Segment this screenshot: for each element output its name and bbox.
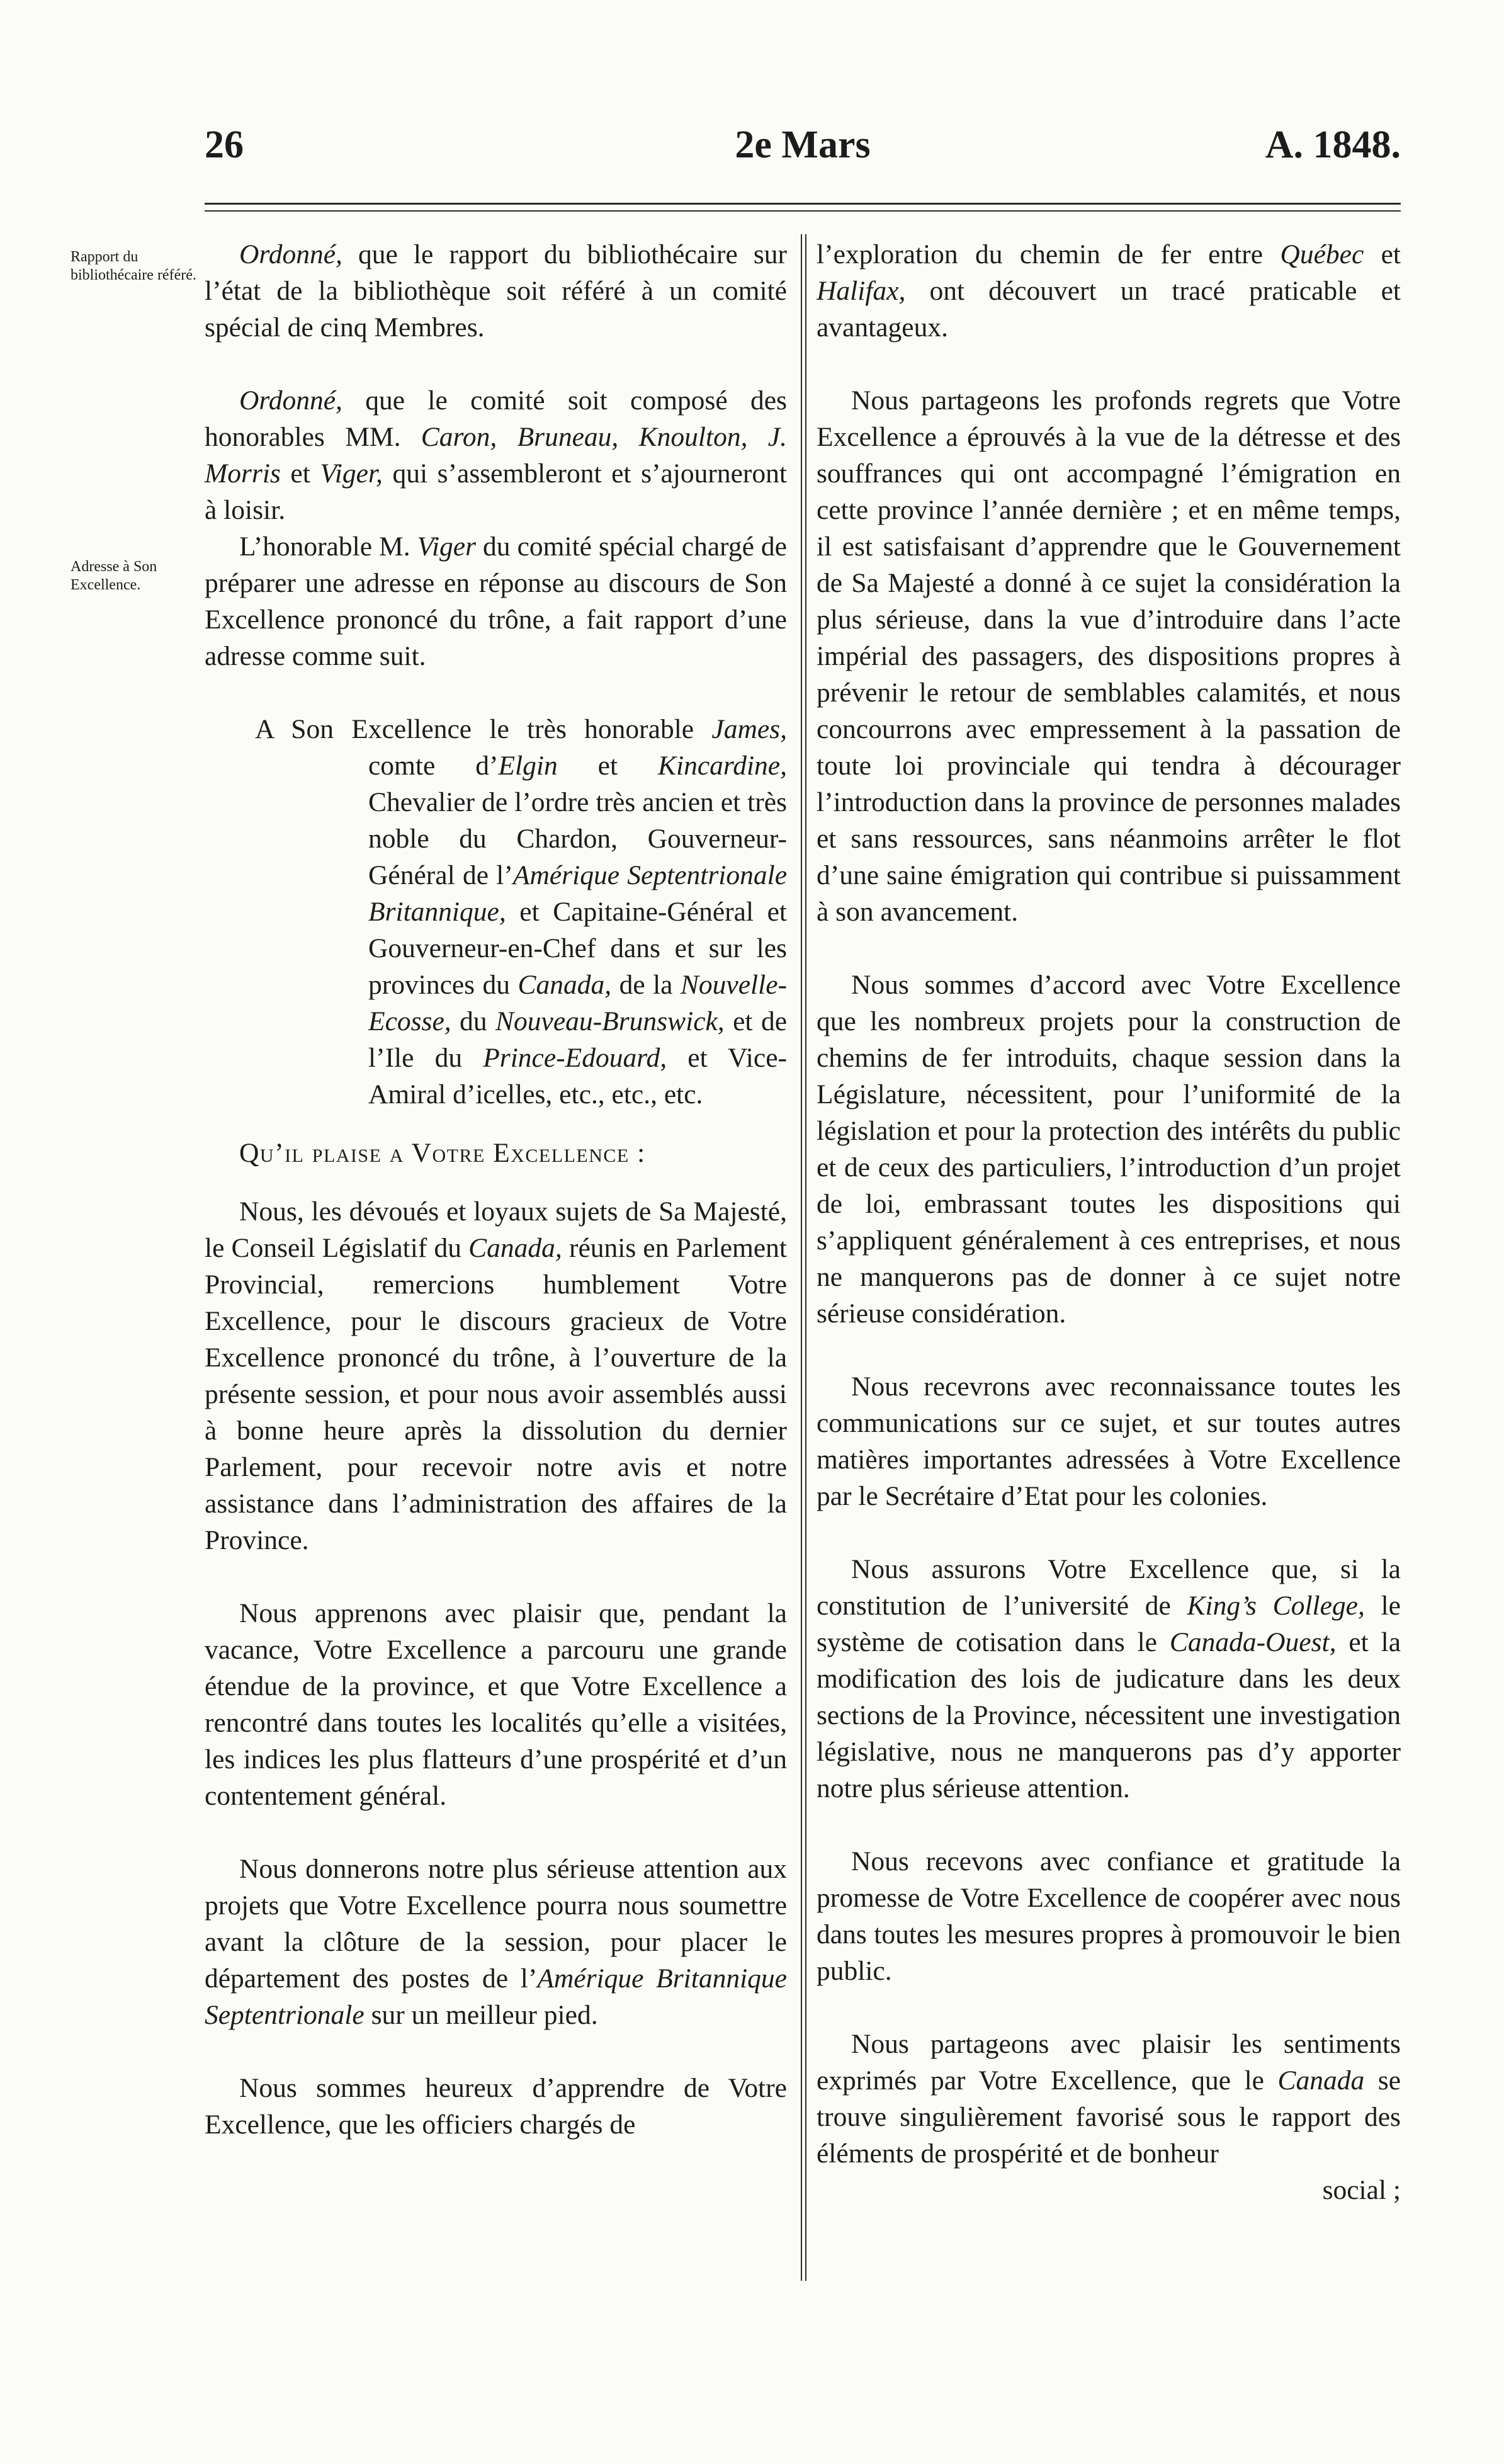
paragraph-chemins-projets: Nous sommes d’accord avec Votre Excellence que les nombreux projets pour la construction de chemins de fer introduits, chaque session dans la Législature, nécessitent, pour l’uniformité de la législation et pour la protection des intérêts du public et de ceux des particuliers, l’introduction d’un projet de loi, embrassant toutes les dispositions qui s’appliquent généralement à ces entreprises, et nous ne manquerons pas de donner à ce sujet notre sérieuse considération. [817, 970, 1401, 1329]
header-rule [205, 203, 1401, 205]
address-heading: Qu’il plaise a Votre Excellence : [239, 1138, 646, 1168]
paragraph-postes: Nous donnerons notre plus sérieuse attention aux projets que Votre Excellence pourra nous soumettre avant la clôture de la session, pour placer le département des postes de l’Amérique Britannique Septentrionale sur un meilleur pied. [205, 1854, 787, 2030]
address-salutation: A Son Excellence le très honorable James, comte d’Elgin et Kincardine, Chevalier de l’ordre très ancien et très noble du Chardon, Gouverneur-Général de l’Amérique Septentrionale Britannique, et Capitaine-Général et Gouverneur-en-Chef dans et sur les provinces du Canada, de la Nouvelle-Ecosse, du Nouveau-Brunswick, et de l’Ile du Prince-Edouard, et Vice-Amiral d’icelles, etc., etc., etc. [255, 714, 788, 1110]
paragraph-communications: Nous recevrons avec reconnaissance toutes les communications sur ce sujet, et sur toutes autres matières importantes adressées à Votre Excellence par le Secrétaire d’Etat pour les colonies. [817, 1371, 1401, 1511]
paragraph-emigration: Nous partageons les profonds regrets que Votre Excellence a éprouvés à la vue de la détresse et des souffrances qui ont accompagné l’émigration en cette province l’année dernière ; et en même temps, il est satisfaisant d’apprendre que le Gouvernement de Sa Majesté a donné à ce sujet la considération la plus sérieuse, dans la vue d’introduire dans l’acte impérial des passagers, des dispositions propres à prévenir le retour de semblables calamités, et nous concourrons avec empressement à la passation de toute loi provinciale qui tendra à décourager l’introduction dans la province de personnes malades et sans ressources, sans néanmoins arrêter le flot d’une saine émigration qui contribue si puissamment à son avancement. [817, 385, 1401, 927]
paragraph-vacance: Nous apprenons avec plaisir que, pendant la vacance, Votre Excellence a parcouru une grande étendue de la province, et que Votre Excellence a rencontré dans toutes les localités qu’elle a visitées, les indices les plus flatteurs d’une prospérité et d’un contentement général. [205, 1598, 787, 1811]
paragraph-ordonne-comite: Ordonné, que le comité soit composé des honorables MM. Caron, Bruneau, Knoulton, J. Morris et Viger, qui s’assembleront et s’ajourneront à loisir. [205, 385, 787, 525]
page-date: 2e Mars [735, 123, 871, 166]
column-divider [801, 234, 806, 2281]
paragraph-viger-rapport: L’honorable M. Viger du comité spécial chargé de préparer une adresse en réponse au discours de Son Excellence prononcé du trône, a fait rapport d’une adresse comme suit. [205, 531, 787, 671]
page-year: A. 1848. [1265, 123, 1401, 166]
left-column [205, 236, 787, 2143]
paragraph-bien-public: Nous recevons avec confiance et gratitude la promesse de Votre Excellence de coopérer avec nous dans toutes les mesures propres à promouvoir le bien public. [817, 1846, 1401, 1986]
margin-note-adresse: Adresse à Son Excellence. [71, 559, 157, 593]
paragraph-remerciements: Nous, les dévoués et loyaux sujets de Sa Majesté, le Conseil Législatif du Canada, réunis en Parlement Provincial, remercions humblement Votre Excellence, pour le discours gracieux de Votre Excellence prononcé du trône, à l’ouverture de la présente session, et pour nous avoir assemblés aussi à bonne heure après la dissolution du dernier Parlement, pour recevoir notre avis et notre assistance dans l’administration des affaires de la Province. [205, 1196, 787, 1555]
page-number: 26 [205, 123, 244, 166]
right-column [817, 236, 1401, 2208]
paragraph-ordonne-rapport: Ordonné, que le rapport du bibliothécaire sur l’état de la bibliothèque soit référé à un comité spécial de cinq Membres. [205, 239, 787, 343]
paragraph-prosperite-end: social ; [1322, 2175, 1401, 2205]
paragraph-chemin-de-fer: l’exploration du chemin de fer entre Québec et Halifax, ont découvert un tracé praticable et avantageux. [817, 239, 1401, 343]
paragraph-universite: Nous assurons Votre Excellence que, si la constitution de l’université de King’s College, le système de cotisation dans le Canada-Ouest, et la modification des lois de judicature dans les deux sections de la Province, nécessitent une investigation législative, nous ne manquerons pas d’y apporter notre plus sérieuse attention. [817, 1554, 1401, 1803]
header-rule-thin [205, 210, 1401, 212]
margin-note-rapport: Rapport du bibliothécaire référé. [71, 249, 196, 283]
paragraph-officiers: Nous sommes heureux d’apprendre de Votre Excellence, que les officiers chargés de [205, 2073, 787, 2140]
page-header [205, 123, 1401, 179]
paragraph-prosperite: Nous partageons avec plaisir les sentiments exprimés par Votre Excellence, que le Canada se trouve singulièrement favorisé sous le rapport des éléments de prospérité et de bonheur [817, 2029, 1401, 2169]
